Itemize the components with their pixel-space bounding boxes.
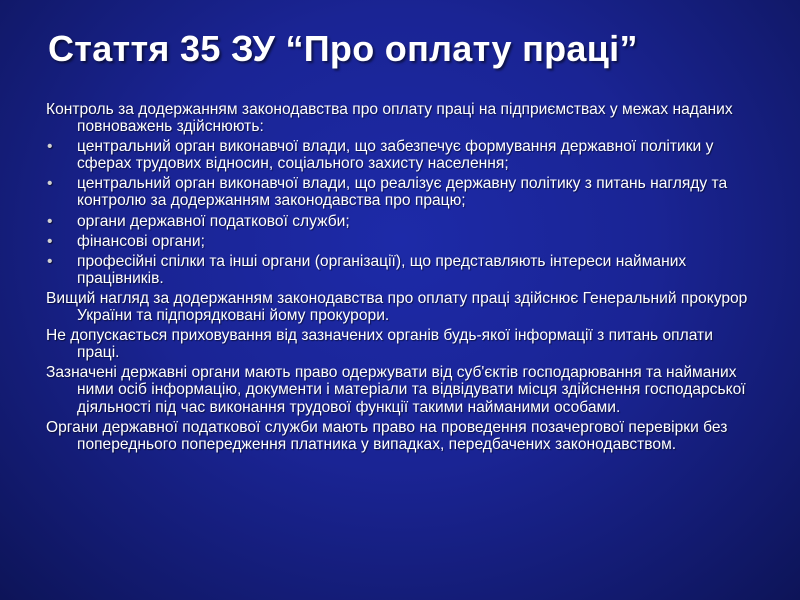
bullet-item [46, 138, 758, 172]
bullet-icon: • [47, 252, 53, 270]
bullet-text: центральний орган виконавчої влади, що забезпечує формування державної політики у сферах трудових відносин, соціального захисту населення; [77, 138, 714, 173]
slide-title: Стаття 35 ЗУ “Про оплату праці” [48, 28, 638, 69]
body-paragraph: Вищий нагляд за додержанням законодавства про оплату праці здійснює Генеральний прокурор України та підпорядковані йому прокурори. [46, 289, 748, 325]
body-paragraph: Зазначені державні органи мають право одержувати від суб'єктів господарювання та найманих ними осіб інформацію, документи і матеріали та відвідувати місця здійснення господарської діяльності під час виконання трудової функції такими найманими особами. [46, 364, 746, 416]
bullet-icon: • [47, 212, 53, 230]
body-paragraph: Не допускається приховування від зазначених органів будь-якої інформації з питань оплати праці. [46, 327, 713, 362]
bullet-text: органи державної податкової служби; [77, 212, 350, 230]
bullet-item [46, 175, 758, 209]
slide-body [46, 101, 758, 456]
intro-paragraph: Контроль за додержанням законодавства про оплату праці на підприємствах у межах наданих повноважень здійснюють: [46, 101, 733, 136]
bullet-item [46, 233, 758, 250]
bullet-icon: • [47, 232, 53, 250]
bullet-text: фінансові органи; [77, 232, 205, 250]
bullet-text: центральний орган виконавчої влади, що реалізує державну політику з питань нагляду та контролю за додержанням законодавства про працю; [77, 175, 728, 210]
bullet-icon: • [47, 138, 53, 156]
bullet-icon: • [47, 175, 53, 193]
bullet-list [46, 138, 758, 287]
bullet-item [46, 253, 758, 287]
bullet-text: професійні спілки та інші органи (організації), що представляють інтереси найманих працівників. [77, 252, 687, 287]
body-paragraph: Органи державної податкової служби мають право на проведення позачергової перевірки без попереднього попередження платника у випадках, передбачених законодавством. [46, 418, 728, 453]
bullet-item [46, 213, 758, 230]
